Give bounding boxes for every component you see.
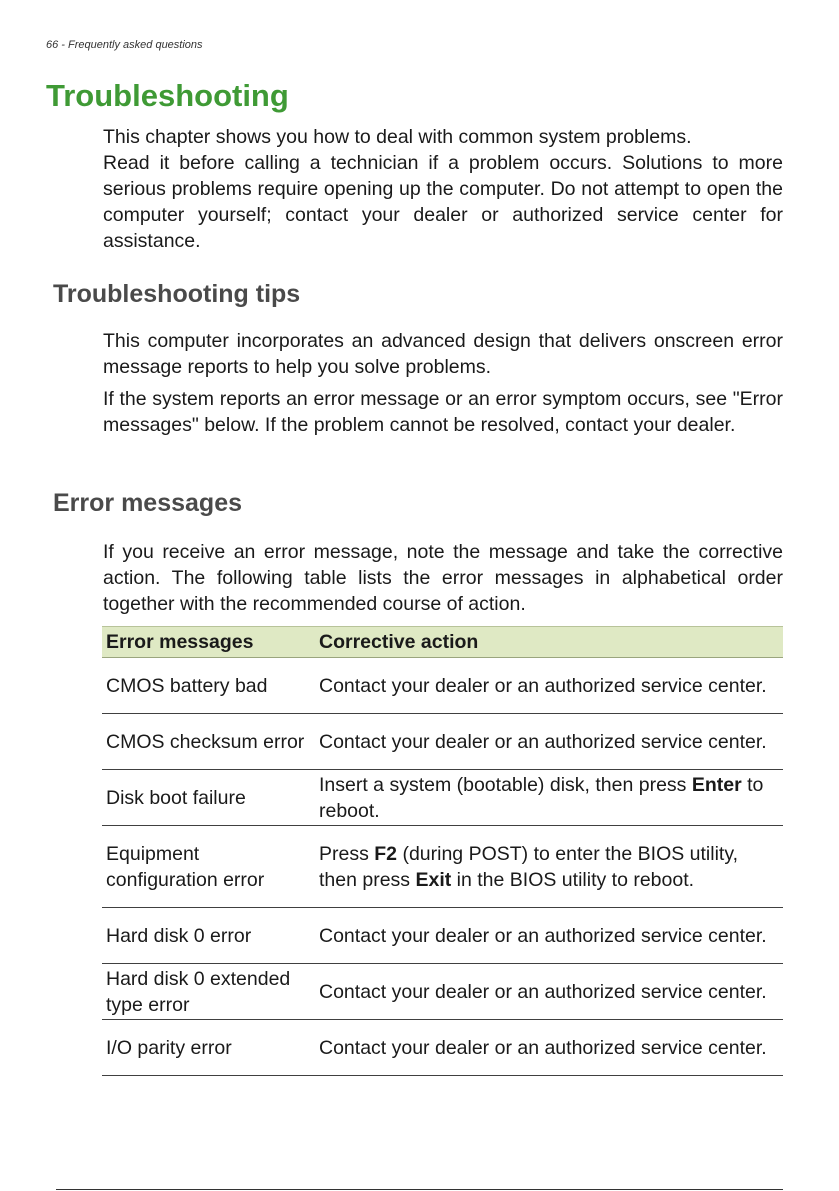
corrective-action-cell: Contact your dealer or an authorized service center. xyxy=(315,964,783,1020)
corrective-action-cell: Contact your dealer or an authorized service center. xyxy=(315,908,783,964)
chapter-title: Troubleshooting xyxy=(46,78,289,113)
corrective-action-cell: Contact your dealer or an authorized service center. xyxy=(315,658,783,714)
running-header: 66 - Frequently asked questions xyxy=(46,39,203,51)
error-message-cell: Equipment configuration error xyxy=(102,826,315,908)
error-message-cell: I/O parity error xyxy=(102,1020,315,1076)
section-title-errors: Error messages xyxy=(53,489,243,517)
chapter-intro-paragraph: Read it before calling a technician if a problem occurs. Solutions to more serious problems require opening up the computer. Do not attempt to open the computer yourself; contact your dealer or authorized service center for assistance. xyxy=(103,152,783,252)
table-row xyxy=(102,714,783,770)
error-message-cell: Hard disk 0 extended type error xyxy=(102,964,315,1020)
table-row xyxy=(102,770,783,826)
column-header-error-messages: Error messages xyxy=(102,627,315,658)
error-message-cell: CMOS checksum error xyxy=(102,714,315,770)
action-text: in the BIOS utility to reboot. xyxy=(451,868,695,891)
error-message-cell: Disk boot failure xyxy=(102,770,315,826)
key-enter: Enter xyxy=(691,773,742,796)
table-row xyxy=(102,658,783,714)
tips-paragraph-1: This computer incorporates an advanced design that delivers onscreen error message reports to help you solve problems. xyxy=(103,330,783,378)
table-header-row xyxy=(102,627,783,658)
table-row xyxy=(102,826,783,908)
corrective-action-cell xyxy=(315,770,783,826)
action-text: Insert a system (bootable) disk, then press xyxy=(319,773,692,796)
action-text: (during POST) to enter the BIOS utility, then press xyxy=(319,842,739,891)
chapter-intro-line: This chapter shows you how to deal with common system problems. xyxy=(103,126,692,148)
table-row xyxy=(102,1020,783,1076)
key-f2: F2 xyxy=(374,842,398,865)
error-message-cell: CMOS battery bad xyxy=(102,658,315,714)
corrective-action-cell: Contact your dealer or an authorized service center. xyxy=(315,1020,783,1076)
footer-rule xyxy=(56,1189,783,1190)
corrective-action-cell xyxy=(315,826,783,908)
action-text: Press xyxy=(319,842,375,865)
errors-paragraph: If you receive an error message, note the message and take the corrective action. The following table lists the error messages in alphabetical order together with the recommended course of action. xyxy=(103,541,783,615)
section-title-tips: Troubleshooting tips xyxy=(53,280,301,308)
table-row xyxy=(102,908,783,964)
key-exit: Exit xyxy=(415,868,452,891)
action-text: to reboot. xyxy=(319,773,764,822)
table-row xyxy=(102,964,783,1020)
column-header-corrective-action: Corrective action xyxy=(315,627,783,658)
error-message-cell: Hard disk 0 error xyxy=(102,908,315,964)
tips-paragraph-2: If the system reports an error message or an error symptom occurs, see "Error messages" below. If the problem cannot be resolved, contact your dealer. xyxy=(103,388,783,436)
corrective-action-cell: Contact your dealer or an authorized service center. xyxy=(315,714,783,770)
error-messages-table xyxy=(102,626,783,1076)
